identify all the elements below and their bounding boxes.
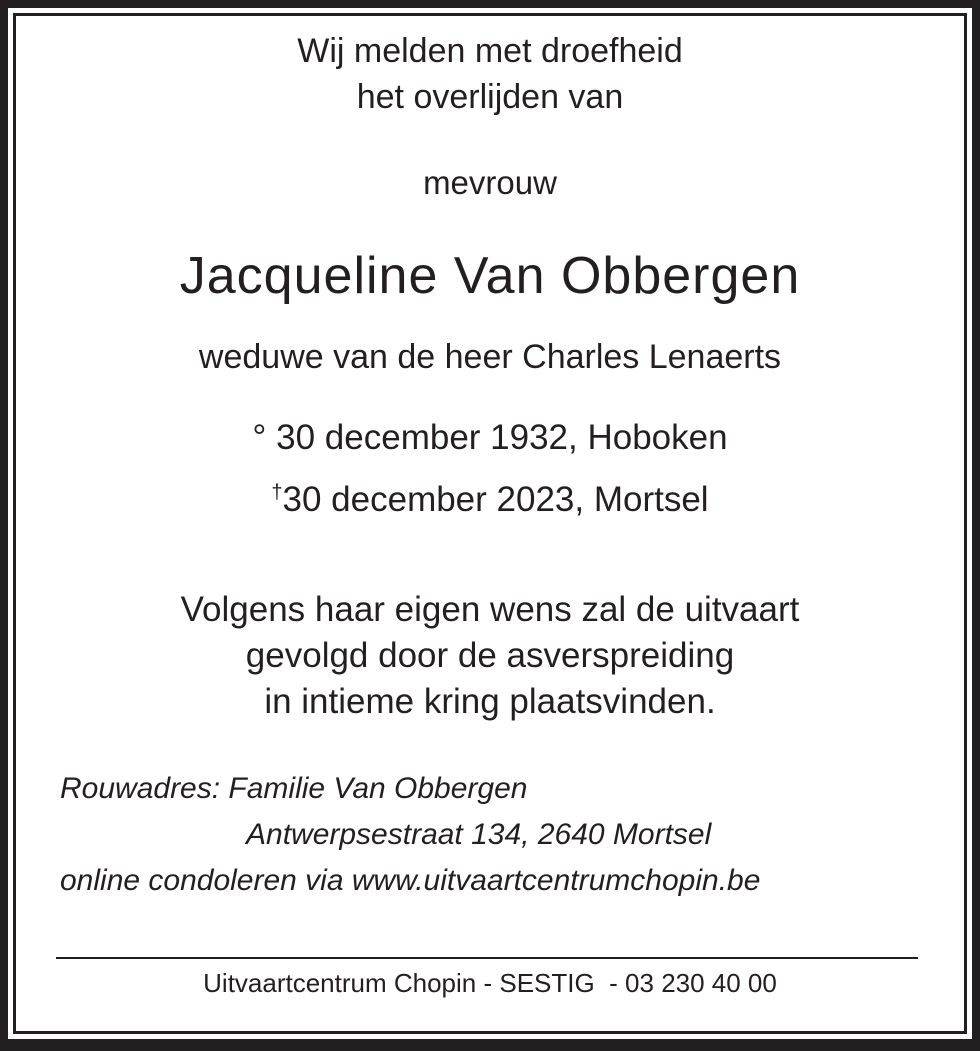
birth-text: 30 december 1932, Hoboken xyxy=(266,418,728,457)
spouse-line: weduwe van de heer Charles Lenaerts xyxy=(198,338,782,376)
divider xyxy=(56,957,918,959)
message-line-3: in intieme kring plaatsvinden. xyxy=(264,682,716,721)
condolences-link[interactable]: online condoleren via www.uitvaartcentrumchopin.be xyxy=(60,864,761,897)
message-line-1: Volgens haar eigen wens zal de uitvaart xyxy=(180,590,800,629)
death-symbol: † xyxy=(271,481,283,504)
intro-line-2: het overlijden van xyxy=(356,78,624,116)
address-line-1: Rouwadres: Familie Van Obbergen xyxy=(60,772,528,805)
address-line-2: Antwerpsestraat 134, 2640 Mortsel xyxy=(246,818,712,851)
deceased-name: Jacqueline Van Obbergen xyxy=(179,247,801,305)
footer: Uitvaartcentrum Chopin - SESTIG - 03 230 40 00 xyxy=(203,968,777,998)
birth-line xyxy=(0,418,980,458)
birth-symbol: ° xyxy=(252,418,267,457)
death-text: 30 december 2023, Mortsel xyxy=(282,480,709,519)
title: mevrouw xyxy=(423,164,557,201)
intro-line-1: Wij melden met droefheid xyxy=(297,32,683,70)
message-line-2: gevolgd door de asverspreiding xyxy=(245,636,735,675)
death-line xyxy=(0,480,980,520)
